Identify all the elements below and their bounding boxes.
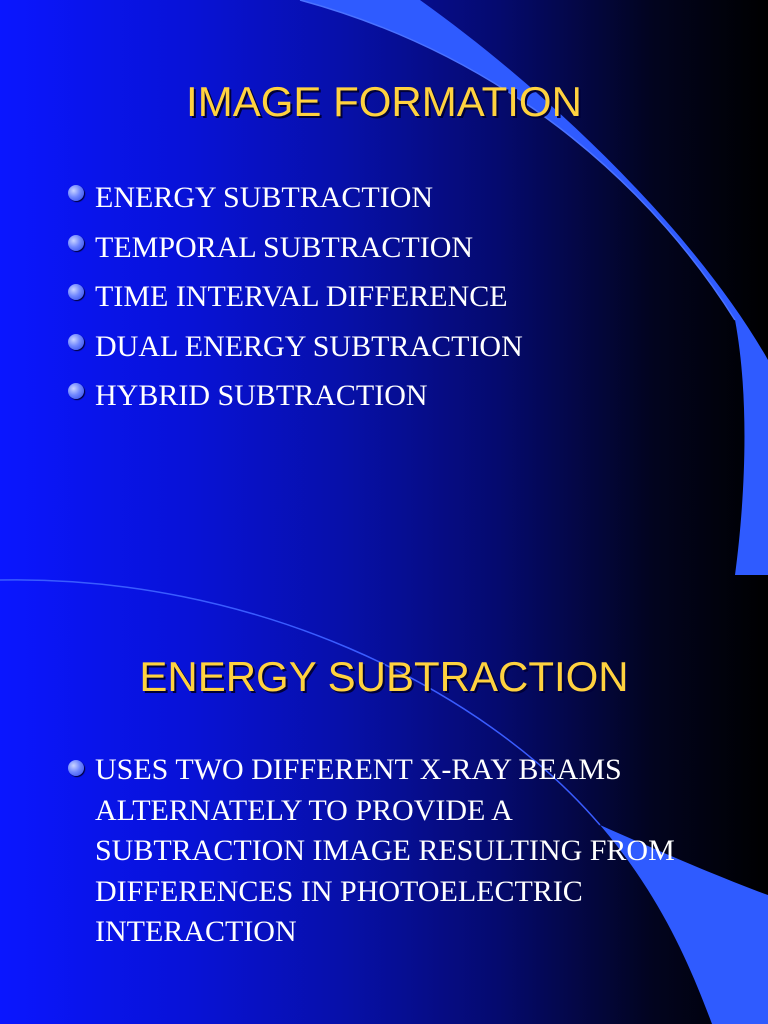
blue-sphere-bullet-icon xyxy=(68,185,84,201)
blue-sphere-bullet-icon xyxy=(68,284,84,300)
blue-sphere-bullet-icon xyxy=(68,334,84,350)
bullet-item xyxy=(66,223,523,273)
bullet-item xyxy=(66,371,523,421)
bullet-text: TEMPORAL SUBTRACTION xyxy=(95,230,474,264)
blue-sphere-bullet-icon xyxy=(68,235,84,251)
slide-title: ENERGY SUBTRACTION xyxy=(139,653,629,700)
slide-title: IMAGE FORMATION xyxy=(186,78,582,125)
bullet-item xyxy=(66,272,523,322)
blue-sphere-bullet-icon xyxy=(68,760,84,776)
bullet-text: TIME INTERVAL DIFFERENCE xyxy=(95,280,508,313)
bullet-item xyxy=(66,173,523,223)
blue-sphere-bullet-icon xyxy=(68,383,84,399)
bullet-text: HYBRID SUBTRACTION xyxy=(95,379,428,412)
bullet-text: DUAL ENERGY SUBTRACTION xyxy=(95,329,523,363)
bullet-list xyxy=(66,750,706,953)
bullet-text: USES TWO DIFFERENT X-RAY BEAMS ALTERNATELY TO PROVIDE A SUBTRACTION IMAGE RESULTING FROM DIFFERENCES IN PHOTOELECTRIC INTERACTION xyxy=(95,753,675,948)
bullet-text: ENERGY SUBTRACTION xyxy=(95,181,434,214)
bullet-list xyxy=(66,173,523,421)
bullet-item xyxy=(66,322,523,372)
bullet-item xyxy=(66,750,706,953)
slide-energy-subtraction xyxy=(0,575,768,1024)
